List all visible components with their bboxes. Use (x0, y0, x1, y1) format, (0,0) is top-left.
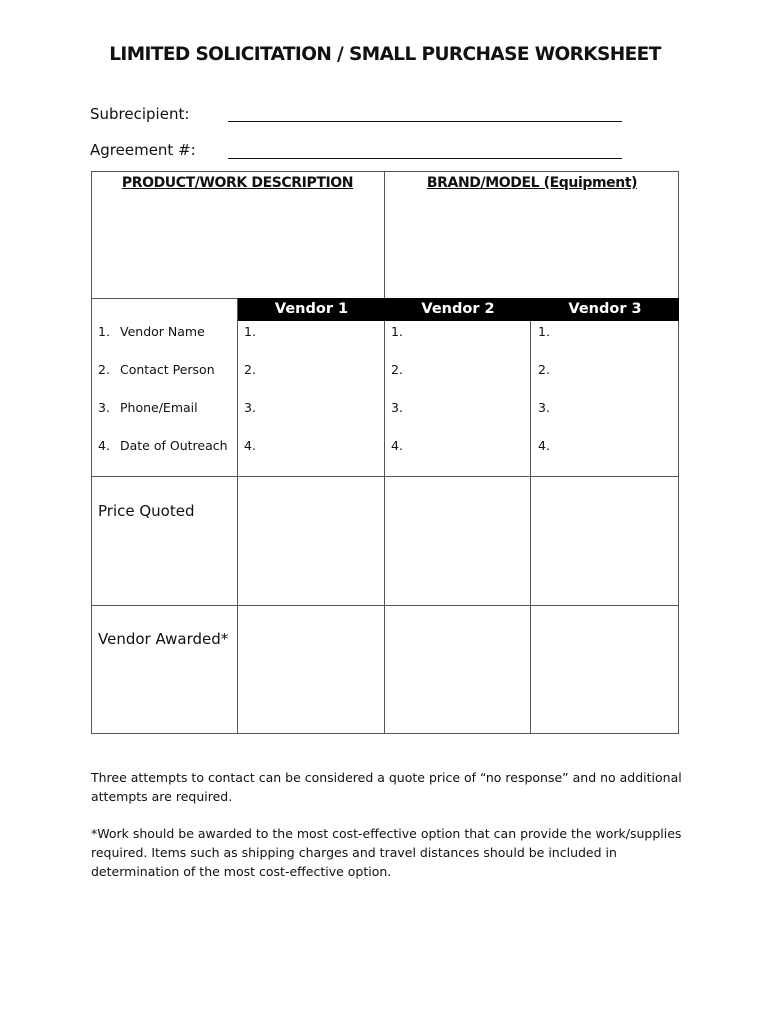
row-label-text: Contact Person (120, 362, 215, 377)
vendor-3-name-cell[interactable]: 1. (538, 324, 550, 339)
brand-model-area[interactable] (385, 196, 678, 298)
row-label-date-of-outreach (98, 438, 228, 453)
price-quoted-label: Price Quoted (98, 502, 195, 520)
awarded-note: *Work should be awarded to the most cost-effective option that can provide the work/supplies required. Items such as shipping charges and travel distances should be included in determination of the most cost-effective option. (91, 826, 682, 879)
brand-model-heading: BRAND/MODEL (Equipment) (426, 175, 638, 191)
vendor-2-name-cell[interactable]: 1. (391, 324, 403, 339)
agreement-label: Agreement #: (90, 141, 196, 159)
vendor-1-header: Vendor 1 (238, 298, 385, 321)
row-number: 1. (98, 324, 110, 339)
vendor-3-phone-cell[interactable]: 3. (538, 400, 550, 415)
vendor-2-phone-cell[interactable]: 3. (391, 400, 403, 415)
vendor-2-contact-cell[interactable]: 2. (391, 362, 403, 377)
vendor-1-price-cell[interactable] (238, 477, 384, 605)
row-number: 2. (98, 362, 110, 377)
row-label-text: Phone/Email (120, 400, 198, 415)
vendor-3-contact-cell[interactable]: 2. (538, 362, 550, 377)
row-label-contact-person (98, 362, 215, 377)
row-label-text: Date of Outreach (120, 438, 228, 453)
attempts-note: Three attempts to contact can be considered a quote price of “no response” and no additional attempts are required. (91, 770, 682, 804)
product-work-heading: PRODUCT/WORK DESCRIPTION (121, 175, 354, 191)
row-label-text: Vendor Name (120, 324, 205, 339)
product-description-area[interactable] (92, 196, 384, 298)
row-label-vendor-name (98, 324, 205, 339)
vendor-1-name-cell[interactable]: 1. (244, 324, 256, 339)
subrecipient-label: Subrecipient: (90, 105, 190, 123)
vendor-3-header: Vendor 3 (531, 298, 679, 321)
vendor-2-header: Vendor 2 (385, 298, 531, 321)
agreement-field[interactable] (228, 158, 622, 159)
vendor-1-date-cell[interactable]: 4. (244, 438, 256, 453)
vendor-awarded-label: Vendor Awarded* (98, 630, 229, 648)
subrecipient-field[interactable] (228, 121, 622, 122)
vendor-3-awarded-cell[interactable] (531, 606, 678, 733)
vendor-2-date-cell[interactable]: 4. (391, 438, 403, 453)
vendor-1-phone-cell[interactable]: 3. (244, 400, 256, 415)
vendor-1-contact-cell[interactable]: 2. (244, 362, 256, 377)
row-number: 3. (98, 400, 110, 415)
vendor-3-date-cell[interactable]: 4. (538, 438, 550, 453)
vendor-3-price-cell[interactable] (531, 477, 678, 605)
row-label-phone-email (98, 400, 198, 415)
vendor-1-awarded-cell[interactable] (238, 606, 384, 733)
vendor-2-awarded-cell[interactable] (385, 606, 530, 733)
row-number: 4. (98, 438, 110, 453)
header-empty-cell (91, 298, 238, 321)
page-title: LIMITED SOLICITATION / SMALL PURCHASE WORKSHEET (109, 44, 661, 65)
vendor-2-price-cell[interactable] (385, 477, 530, 605)
